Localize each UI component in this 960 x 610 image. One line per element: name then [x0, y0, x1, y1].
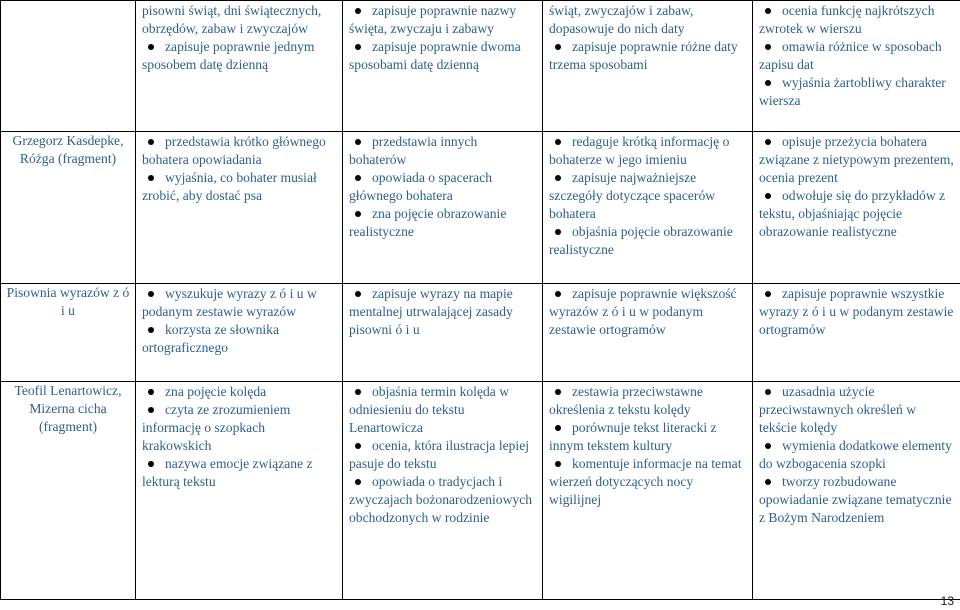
- requirement-text: odwołuje się do przykładów z tekstu, objaśniając pojęcie obrazowanie realistyczne: [759, 188, 946, 239]
- requirement-text: tworzy rozbudowane opowiadanie związane tematycznie z Bożym Narodzeniem: [759, 474, 952, 525]
- bullet-icon: [355, 443, 361, 449]
- bullet-icon: [765, 80, 771, 86]
- bullet-icon: [555, 139, 561, 145]
- requirement-text: objaśnia termin kolęda w odniesieniu do tekstu Lenartowicza: [349, 384, 510, 435]
- requirement-text: omawia różnice w sposobach zapisu dat: [759, 39, 942, 72]
- requirement-text: objaśnia pojęcie obrazowanie realistyczne: [549, 224, 733, 257]
- requirement-cell: [343, 132, 543, 284]
- requirement-text: komentuje informacje na temat wierzeń dotyczących nocy wigilijnej: [549, 456, 742, 507]
- requirement-text: wyjaśnia, co bohater musiał zrobić, aby dostać psa: [142, 170, 317, 203]
- table-row: [1, 284, 960, 382]
- requirement-item: [142, 285, 336, 321]
- lesson-title: Teofil Lenartowicz, Mizerna cicha (fragment): [14, 383, 122, 434]
- requirement-text: opowiada o spacerach głównego bohatera: [349, 170, 493, 203]
- requirement-text: wyszukuje wyrazy z ó i u w podanym zestawie wyrazów: [142, 286, 317, 319]
- lesson-title: Grzegorz Kasdepke, Różga (fragment): [12, 133, 124, 166]
- bullet-icon: [148, 139, 154, 145]
- requirement-item: [549, 133, 746, 169]
- requirement-cell: [136, 284, 343, 382]
- requirement-item: [759, 383, 954, 437]
- requirement-item: [349, 285, 536, 339]
- requirement-cell: [343, 382, 543, 600]
- bullet-icon: [765, 479, 771, 485]
- requirement-text: zapisuje poprawnie dwoma sposobami datę dzienną: [349, 39, 521, 72]
- lesson-title-cell: [1, 132, 136, 284]
- bullet-icon: [555, 291, 561, 297]
- bullet-icon: [765, 8, 771, 14]
- requirement-item: [549, 455, 746, 509]
- requirement-text: opowiada o tradycjach i zwyczajach bożonarodzeniowych obchodzonych w rodzinie: [349, 474, 533, 525]
- requirement-item: [759, 74, 954, 110]
- requirement-item: [549, 223, 746, 259]
- requirement-text: zapisuje poprawnie jednym sposobem datę dzienną: [142, 39, 315, 72]
- bullet-icon: [765, 389, 771, 395]
- bullet-icon: [355, 389, 361, 395]
- requirement-text: nazywa emocje związane z lekturą tekstu: [142, 456, 313, 489]
- requirement-item: [142, 169, 336, 205]
- requirement-text: przedstawia krótko głównego bohatera opowiadania: [142, 134, 326, 167]
- bullet-icon: [765, 193, 771, 199]
- bullet-icon: [355, 44, 361, 50]
- bullet-icon: [355, 139, 361, 145]
- requirement-text: korzysta ze słownika ortograficznego: [142, 322, 280, 355]
- requirement-cell: [136, 382, 343, 600]
- table-row: [1, 1, 960, 132]
- requirement-cell: [543, 132, 753, 284]
- requirement-text: zapisuje poprawnie wszystkie wyrazy z ó i u w podanym zestawie ortogramów: [759, 286, 954, 337]
- requirement-item: [142, 321, 336, 357]
- bullet-icon: [555, 425, 561, 431]
- requirement-text: przedstawia innych bohaterów: [349, 134, 478, 167]
- requirement-cell: [753, 284, 960, 382]
- requirement-item: [549, 2, 746, 38]
- requirement-cell: [543, 284, 753, 382]
- bullet-icon: [355, 291, 361, 297]
- requirement-cell: [753, 1, 960, 132]
- requirement-text: zapisuje najważniejsze szczegóły dotyczące spacerów bohatera: [549, 170, 716, 221]
- bullet-icon: [355, 8, 361, 14]
- requirement-item: [759, 133, 954, 187]
- bullet-icon: [555, 461, 561, 467]
- requirement-text: świąt, zwyczajów i zabaw, dopasowuje do nich daty: [549, 3, 694, 36]
- bullet-icon: [555, 44, 561, 50]
- requirement-text: zestawia przeciwstawne określenia z tekstu kolędy: [549, 384, 703, 417]
- table-row: [1, 382, 960, 600]
- requirement-item: [549, 419, 746, 455]
- requirement-text: pisowni świąt, dni świątecznych, obrzędów, zabaw i zwyczajów: [142, 3, 322, 36]
- requirement-item: [349, 133, 536, 169]
- bullet-icon: [555, 175, 561, 181]
- requirement-item: [142, 455, 336, 491]
- requirement-item: [759, 473, 954, 527]
- requirement-cell: [136, 1, 343, 132]
- requirement-cell: [543, 1, 753, 132]
- requirement-text: zna pojęcie kolęda: [165, 384, 267, 399]
- lesson-title-cell: [1, 1, 136, 132]
- bullet-icon: [148, 291, 154, 297]
- requirement-item: [349, 437, 536, 473]
- lesson-title-cell: [1, 284, 136, 382]
- bullet-icon: [555, 229, 561, 235]
- requirement-item: [142, 133, 336, 169]
- requirement-item: [142, 383, 336, 401]
- requirement-text: zapisuje wyrazy na mapie mentalnej utrwalającej zasady pisowni ó i u: [349, 286, 513, 337]
- bullet-icon: [148, 44, 154, 50]
- bullet-icon: [355, 175, 361, 181]
- lesson-title: Pisownia wyrazów z ó i u: [6, 285, 130, 318]
- requirement-item: [349, 38, 536, 74]
- bullet-icon: [765, 139, 771, 145]
- requirement-cell: [343, 284, 543, 382]
- requirement-item: [549, 285, 746, 339]
- requirement-text: zapisuje poprawnie większość wyrazów z ó i u w podanym zestawie ortogramów: [549, 286, 737, 337]
- requirement-cell: [343, 1, 543, 132]
- bullet-icon: [148, 175, 154, 181]
- requirement-item: [349, 2, 536, 38]
- requirement-cell: [753, 132, 960, 284]
- lesson-title-cell: [1, 382, 136, 600]
- page-number: 13: [940, 594, 954, 608]
- bullet-icon: [148, 389, 154, 395]
- bullet-icon: [765, 44, 771, 50]
- bullet-icon: [355, 211, 361, 217]
- requirement-text: wyjaśnia żartobliwy charakter wiersza: [759, 75, 946, 108]
- requirement-item: [759, 437, 954, 473]
- bullet-icon: [765, 291, 771, 297]
- requirement-item: [349, 205, 536, 241]
- bullet-icon: [355, 479, 361, 485]
- bullet-icon: [148, 407, 154, 413]
- requirement-text: porównuje tekst literacki z innym tekstem kultury: [549, 420, 717, 453]
- requirement-text: uzasadnia użycie przeciwstawnych określeń w tekście kolędy: [759, 384, 917, 435]
- requirement-text: ocenia funkcję najkrótszych zwrotek w wierszu: [759, 3, 935, 36]
- requirement-item: [142, 2, 336, 38]
- bullet-icon: [148, 461, 154, 467]
- requirement-cell: [543, 382, 753, 600]
- requirement-text: czyta ze zrozumieniem informację o szopkach krakowskich: [142, 402, 291, 453]
- requirement-item: [759, 38, 954, 74]
- bullet-icon: [148, 327, 154, 333]
- table-row: [1, 132, 960, 284]
- requirement-text: zapisuje poprawnie różne daty trzema sposobami: [549, 39, 738, 72]
- requirement-text: redaguje krótką informację o bohaterze w jego imieniu: [549, 134, 730, 167]
- requirement-item: [759, 2, 954, 38]
- requirement-text: zapisuje poprawnie nazwy święta, zwyczaju i zabawy: [349, 3, 517, 36]
- requirement-item: [549, 383, 746, 419]
- requirement-text: wymienia dodatkowe elementy do wzbogacenia szopki: [759, 438, 952, 471]
- requirement-item: [759, 187, 954, 241]
- requirement-cell: [753, 382, 960, 600]
- requirement-item: [142, 38, 336, 74]
- bullet-icon: [555, 389, 561, 395]
- requirement-item: [349, 383, 536, 437]
- requirement-item: [549, 169, 746, 223]
- requirement-cell: [136, 132, 343, 284]
- requirement-text: opisuje przeżycia bohatera związane z nietypowym prezentem, ocenia prezent: [759, 134, 954, 185]
- requirement-text: zna pojęcie obrazowanie realistyczne: [349, 206, 507, 239]
- requirement-item: [142, 401, 336, 455]
- requirement-item: [349, 473, 536, 527]
- requirement-item: [759, 285, 954, 339]
- bullet-icon: [765, 443, 771, 449]
- requirement-item: [349, 169, 536, 205]
- requirement-text: ocenia, która ilustracja lepiej pasuje do tekstu: [349, 438, 530, 471]
- requirement-item: [549, 38, 746, 74]
